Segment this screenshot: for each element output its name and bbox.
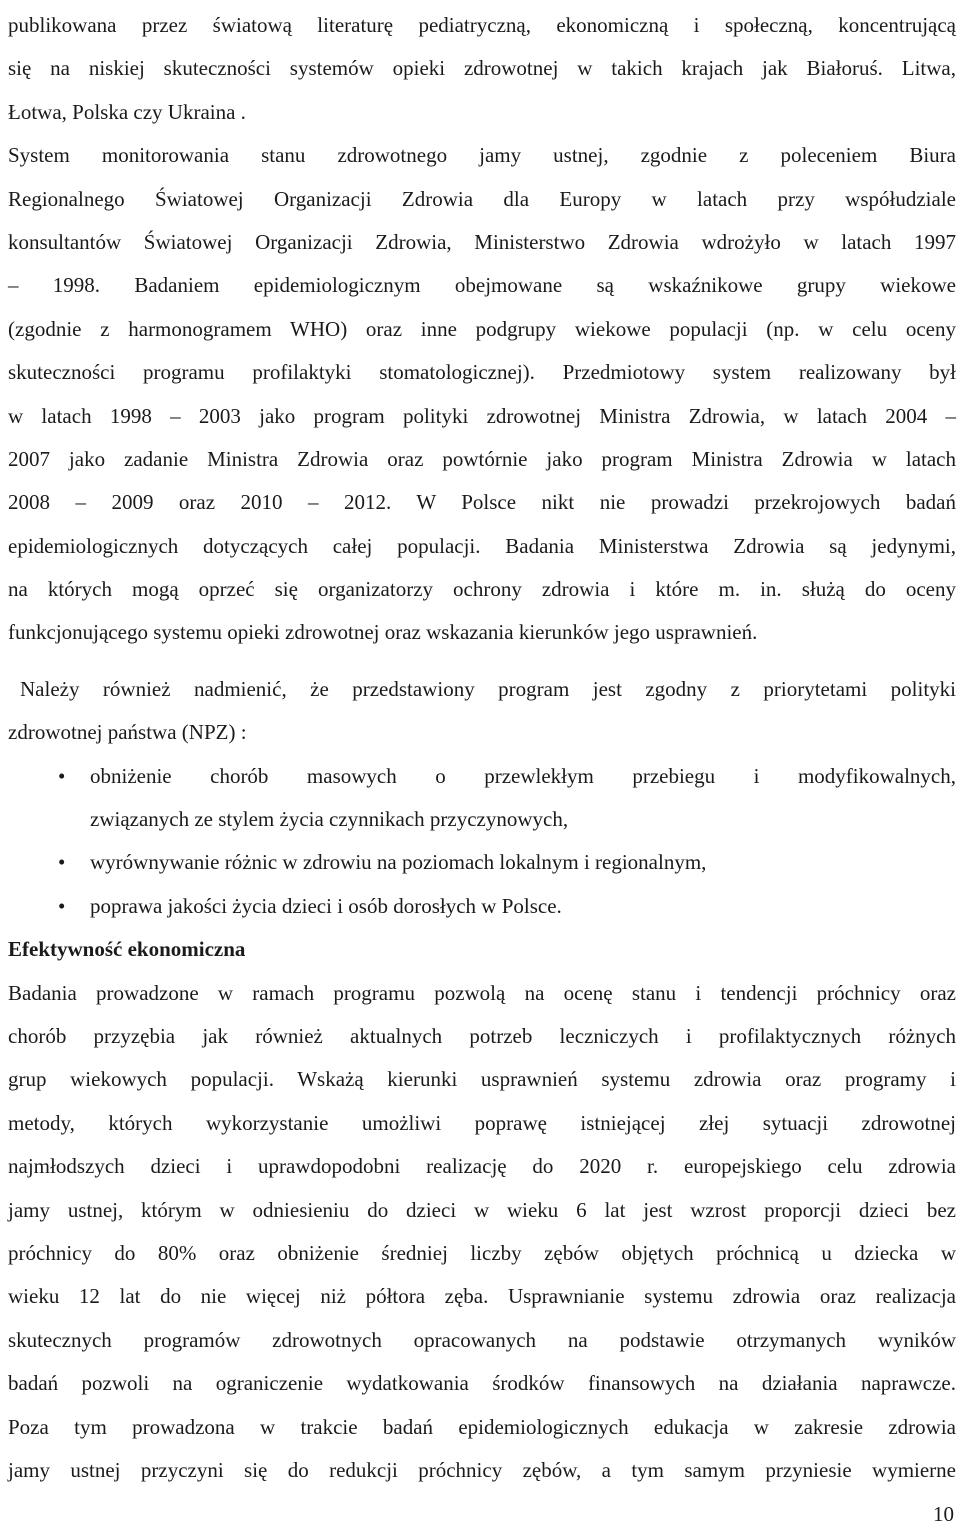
bullet-text-line: • obniżenie chorób masowych o przewlekłym przebiegu i modyfikowalnych, (8, 755, 956, 798)
text-line: skuteczności programu profilaktyki stomatologicznej). Przedmiotowy system realizowany był (8, 360, 956, 385)
text-line: – 1998. Badaniem epidemiologicznym obejmowane są wskaźnikowe grupy wiekowe (8, 273, 956, 298)
text-line: funkcjonującego systemu opieki zdrowotnej oraz wskazania kierunków jego usprawnień. (8, 620, 758, 645)
text-line: jamy ustnej przyczyni się do redukcji próchnicy zębów, a tym samym przyniesie wymierne (8, 1457, 956, 1482)
bullet-icon: • (58, 763, 66, 788)
text-line: badań pozwoli na ograniczenie wydatkowania środków finansowych na działania naprawcze. (8, 1371, 956, 1396)
economic-section (8, 928, 956, 1492)
text-line: jamy ustnej, którym w odniesieniu do dzieci w wieku 6 lat jest wzrost proporcji dzieci bez (8, 1197, 956, 1222)
text-line: Łotwa, Polska czy Ukraina . (8, 99, 246, 124)
text-line: Regionalnego Światowej Organizacji Zdrowia dla Europy w latach przy współudziale (8, 186, 956, 211)
npz-paragraph (8, 668, 956, 755)
text-line: publikowana przez światową literaturę pediatryczną, ekonomiczną i społeczną, koncentrującą (8, 13, 956, 37)
document-page (8, 4, 956, 1492)
section-heading: Efektywność ekonomiczna (8, 937, 246, 962)
text-line: Poza tym prowadzona w trakcie badań epidemiologicznych edukacja w zakresie zdrowia (8, 1414, 956, 1439)
text-line: na których mogą oprzeć się organizatorzy ochrony zdrowia i które m. in. służą do oceny (8, 577, 956, 602)
text-line: się na niskiej skuteczności systemów opieki zdrowotnej w takich krajach jak Białoruś. Litwa, (8, 56, 956, 81)
system-paragraph (8, 134, 956, 655)
text-line: Badania prowadzone w ramach programu pozwolą na ocenę stanu i tendencji próchnicy oraz (8, 980, 956, 1005)
bullet-text-line: • poprawa jakości życia dzieci i osób dorosłych w Polsce. (8, 885, 956, 928)
text-line: (zgodnie z harmonogramem WHO) oraz inne podgrupy wiekowe populacji (np. w celu oceny (8, 316, 956, 341)
intro-paragraph (8, 4, 956, 134)
text-line: 2007 jako zadanie Ministra Zdrowia oraz powtórnie jako program Ministra Zdrowia w latach (8, 446, 956, 471)
text-line: grup wiekowych populacji. Wskażą kierunki usprawnień systemu zdrowia oraz programy i (8, 1067, 956, 1092)
list-item (8, 885, 956, 928)
text-line: metody, których wykorzystanie umożliwi poprawę istniejącej złej sytuacji zdrowotnej (8, 1110, 956, 1135)
bullet-icon: • (58, 850, 66, 875)
text-line: 2008 – 2009 oraz 2010 – 2012. W Polsce nikt nie prowadzi przekrojowych badań (8, 490, 956, 515)
text-line: najmłodszych dzieci i uprawdopodobni realizację do 2020 r. europejskiego celu zdrowia (8, 1154, 956, 1179)
text-line: System monitorowania stanu zdrowotnego jamy ustnej, zgodnie z poleceniem Biura (8, 143, 956, 168)
bullet-text-line: • wyrównywanie różnic w zdrowiu na poziomach lokalnym i regionalnym, (8, 841, 956, 884)
text-line: skutecznych programów zdrowotnych opracowanych na podstawie otrzymanych wyników (8, 1327, 956, 1352)
bullet-icon: • (58, 893, 66, 918)
text-line: konsultantów Światowej Organizacji Zdrowia, Ministerstwo Zdrowia wdrożyło w latach 1997 (8, 229, 956, 254)
text-line: zdrowotnej państwa (NPZ) : (8, 720, 247, 745)
text-line: próchnicy do 80% oraz obniżenie średniej liczby zębów objętych próchnicą u dziecka w (8, 1240, 956, 1265)
text-line: chorób przyzębia jak również aktualnych potrzeb leczniczych i profilaktycznych różnych (8, 1023, 956, 1048)
page-number: 10 (933, 1502, 954, 1526)
bullet-text-line: związanych ze stylem życia czynnikach przyczynowych, (90, 807, 569, 832)
list-item (8, 755, 956, 842)
text-line: epidemiologicznych dotyczących całej populacji. Badania Ministerstwa Zdrowia są jedynymi, (8, 533, 956, 558)
text-line: w latach 1998 – 2003 jako program polityki zdrowotnej Ministra Zdrowia, w latach 2004 – (8, 403, 956, 428)
text-line: Należy również nadmienić, że przedstawiony program jest zgodny z priorytetami polityki (20, 676, 956, 701)
list-item (8, 841, 956, 884)
priority-bullet-list (8, 755, 956, 929)
text-line: wieku 12 lat do nie więcej niż półtora zęba. Usprawnianie systemu zdrowia oraz realizacja (8, 1284, 956, 1309)
paragraph-gap (8, 655, 956, 668)
